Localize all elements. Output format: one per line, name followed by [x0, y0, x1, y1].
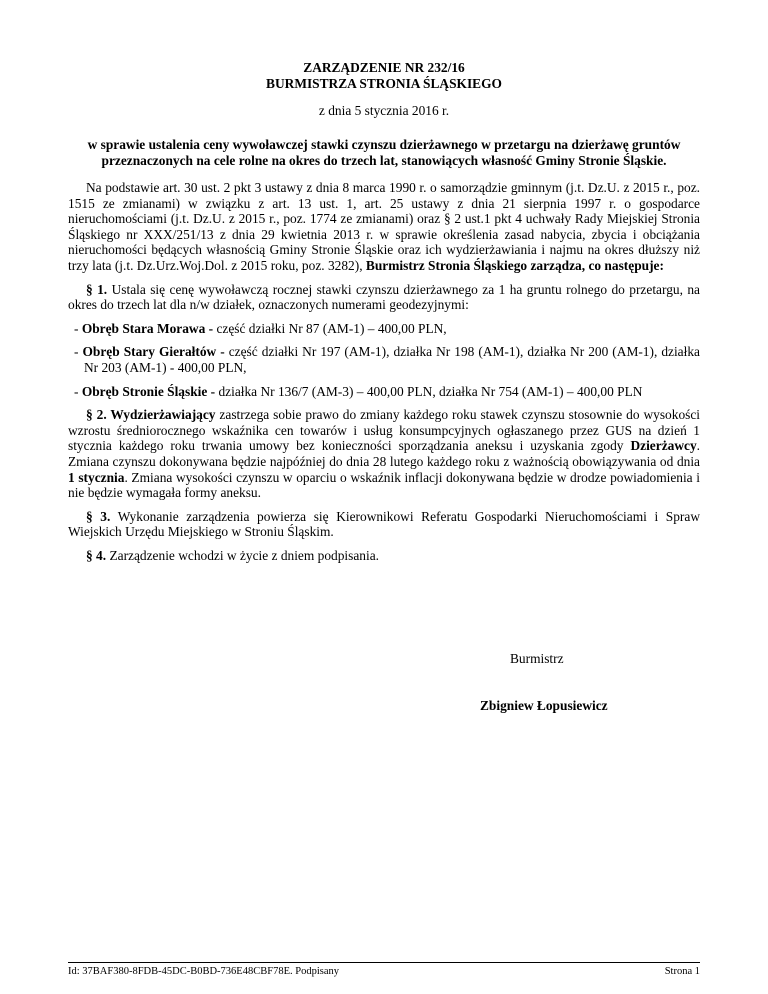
footer-divider: [68, 962, 700, 963]
document-header: [68, 60, 700, 92]
document-page: [68, 0, 700, 994]
list-item: [74, 321, 700, 337]
list-item-text: działka Nr 136/7 (AM-3) – 400,00 PLN, działka Nr 754 (AM-1) – 400,00 PLN: [218, 383, 643, 399]
footer-document-id: Id: 37BAF380-8FDB-45DC-B0BD-736E48CBF78E. Podpisany: [68, 966, 339, 977]
list-item-bold: Obręb Stronie Śląskie -: [81, 383, 219, 399]
footer-page-number: Strona 1: [664, 966, 700, 977]
signature-title: Burmistrz: [510, 651, 564, 666]
list-item: [74, 344, 700, 375]
paragraph-2-text1: zastrzega sobie prawo do zmiany każdego roku stawek czynszu stosownie do wysokości wzrostu średniorocznego wskaźnika cen towarów i usług konsumpcyjnych ogłaszanego przez GUS na dzień 1 stycznia każdego roku trwania umowy bez konieczności sporządzania aneksu i uzyskania zgody: [68, 407, 701, 454]
list-item: [74, 384, 700, 400]
issuing-authority: BURMISTRZA STRONIA ŚLĄSKIEGO: [266, 76, 502, 91]
paragraph-2: [68, 407, 700, 501]
paragraph-2-bold1: Wydzierżawiający: [106, 407, 216, 423]
paragraph-3: [68, 509, 700, 540]
paragraph-1-text: Ustala się cenę wywoławczą rocznej stawki czynszu dzierżawnego za 1 ha gruntu rolnego do przetargu, na okres do trzech lat dla n/w działek, oznaczonych numerami geodezyjnymi:: [68, 281, 700, 313]
paragraph-1-label: § 1.: [86, 281, 108, 297]
list-item-prefix: -: [74, 383, 82, 399]
paragraph-1: [68, 282, 700, 313]
paragraph-2-text2: . Zmiana czynszu dokonywana będzie najpóźniej do dnia 28 lutego każdego roku z ważnością obowiązywania od dnia: [68, 438, 700, 469]
paragraph-4-text: Zarządzenie wchodzi w życie z dniem podpisania.: [106, 547, 379, 563]
document-date: z dnia 5 stycznia 2016 r.: [318, 103, 450, 118]
document-body: [68, 180, 700, 571]
list-item-prefix: -: [74, 320, 82, 336]
paragraph-2-text3: . Zmiana wysokości czynszu w oparciu o wskaźnik inflacji dokonywana będzie w drodze powiadomienia i nie będzie wymagała formy aneksu.: [68, 469, 700, 501]
paragraph-2-label: § 2.: [86, 407, 107, 423]
list-item-text: część działki Nr 197 (AM-1), działka Nr 198 (AM-1), działka Nr 200 (AM-1), działka Nr 203 (AM-1) - 400,00 PLN,: [84, 344, 700, 375]
document-subject: w sprawie ustalenia ceny wywoławczej stawki czynszu dzierżawnego w przetargu na dzierżawę gruntów przeznaczonych na cele rolne na okres do trzech lat, stanowiących własność Gminy Stronie Śląskie.: [87, 137, 681, 168]
preamble-bold: Burmistrz Stronia Śląskiego zarządza, co następuje:: [365, 257, 664, 273]
ordinance-number: ZARZĄDZENIE NR 232/16: [303, 60, 465, 75]
paragraph-2-bold3: 1 stycznia: [68, 469, 125, 485]
paragraph-4-label: § 4.: [86, 547, 107, 563]
paragraph-3-label: § 3.: [86, 508, 111, 524]
list-item-bold: Obręb Stara Morawa -: [81, 320, 217, 336]
paragraph-4: [68, 548, 700, 564]
paragraph-2-bold2: Dzierżawcy: [630, 438, 697, 454]
paragraph-3-text: Wykonanie zarządzenia powierza się Kierownikowi Referatu Gospodarki Nieruchomościami i Spraw Wiejskich Urzędu Miejskiego w Stroniu Śląskim.: [68, 508, 701, 540]
preamble: [68, 180, 700, 274]
signature-name: Zbigniew Łopusiewicz: [480, 698, 608, 713]
list-item-text: część działki Nr 87 (AM-1) – 400,00 PLN,: [216, 320, 447, 336]
list-item-bold: Obręb Stary Gierałtów -: [82, 344, 229, 360]
list-item-prefix: -: [74, 344, 83, 360]
preamble-text: Na podstawie art. 30 ust. 2 pkt 3 ustawy z dnia 8 marca 1990 r. o samorządzie gminnym (j.t. Dz.U. z 2015 r., poz. 1515 ze zmianami) w związku z art. 13 ust. 1, art. 25 ustawy z dnia 21 sierpnia 1997 r. o gospodarce nieruchomościami (j.t. Dz.U. z 2015 r., poz. 1774 ze zmianami) oraz § 2 ust.1 pkt 4 uchwały Rady Miejskiej Stronia Śląskiego nr XXX/251/13 z dnia 29 kwietnia 2013 r. w sprawie określenia zasad nabycia, zbycia i obciążania nieruchomości będących własnością Gminy Stronie Śląskie oraz ich wydzierżawiania i najmu na okres dłuższy niż trzy lata (j.t. Dz.Urz.Woj.Dol. z 2015 roku, poz. 3282),: [68, 180, 700, 273]
